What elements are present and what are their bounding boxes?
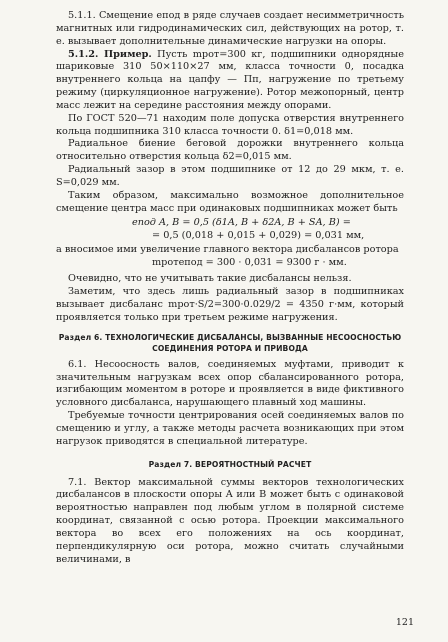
formula-unbalance: mротeпод = 300 · 0,031 = 9300 г · мм. [152,257,347,269]
paragraph-clearance: Радиальный зазор в этом подшипнике от 12 до 29 мкм, т. е. S=0,029 мм. [56,164,404,188]
paragraph-7-1: 7.1. Вектор максимальной суммы векторов технологических дисбалансов в плоскости опоры A или B может быть с одинаковой вероятностью направлен под любым углом в полярной системе координат, связанной с осью ротора. Проекции максимального вектора во всех его положениях на ось координат, перпендикулярную оси ротора, можно считать случайными величинами, в [56,476,404,565]
paragraph-max-shift: Таким образом, максимально возможное дополнительное смещение центра масс при одинаковых подшипниках может быть [56,189,404,214]
formula-shift-value: = 0,5 (0,018 + 0,015 + 0,029) = 0,031 мм, [152,229,365,241]
paragraph-increase: а вносимое ими увеличение главного вектора дисбалансов ротора [56,243,399,255]
paragraph-runout: Радиальное биение беговой дорожки внутреннего кольца относительно отверстия кольца δ2=0,015 мм. [56,138,404,163]
example-text: Пусть mрот=300 кг, подшипники однорядные шариковые 310 50×110×27 мм, класса точности 0, посадка внутреннего кольца на цапфу — Пп, нагружение по третьему режиму (циркуляционное нагружение). Ротор межопорный, центр масс лежит на середине расстояния между опорами. [56,48,404,111]
example-lead: 5.1.2. Пример. [68,48,152,60]
page-number: 121 [395,617,414,628]
formula-shift: eпод A, B = 0,5 (δ1A, B + δ2A, B + SA, B) = [132,216,351,228]
paragraph-gost: По ГОСТ 520—71 находим поле допуска отверстия внутреннего кольца подшипника 310 класса точности 0. δ1=0,018 мм. [56,112,404,137]
paragraph-note: Заметим, что здесь лишь радиальный зазор в подшипниках вызывает дисбаланс mрот·S/2=300·0.029/2 = 4350 г·мм, который проявляется только при третьем режиме нагружения. [56,286,404,323]
paragraph-6-1-centering: Требуемые точности центрирования осей соединяемых валов по смещению и углу, а также методы расчета возникающих при этом нагрузок приводятся в специальной литературе. [56,410,404,447]
section-7-heading: Раздел 7. ВЕРОЯТНОСТНЫЙ РАСЧЕТ [148,459,312,469]
paragraph-6-1: 6.1. Несоосность валов, соединяемых муфтами, приводит к значительным нагрузкам всех опор сбалансированного ротора, изгибающим моментом в роторе и проявляется в виде фиктивного условного дисбаланса, нарушающего плавный ход машины. [56,358,404,409]
paragraph-5-1-2 [56,49,404,113]
paragraph-obvious: Очевидно, что не учитывать такие дисбалансы нельзя. [68,273,352,285]
section-6-heading: Раздел 6. ТЕХНОЛОГИЧЕСКИЕ ДИСБАЛАНСЫ, ВЫЗВАННЫЕ НЕСООСНОСТЬЮ СОЕДИНЕНИЯ РОТОРА И ПРИВОДА [58,332,402,353]
paragraph-5-1-1: 5.1.1. Смещение eпод в ряде случаев создает несимметричность магнитных или гидродинамических сил, действующих на ротор, т. е. вызывает дополнительные динамические нагрузки на опоры. [56,10,404,47]
